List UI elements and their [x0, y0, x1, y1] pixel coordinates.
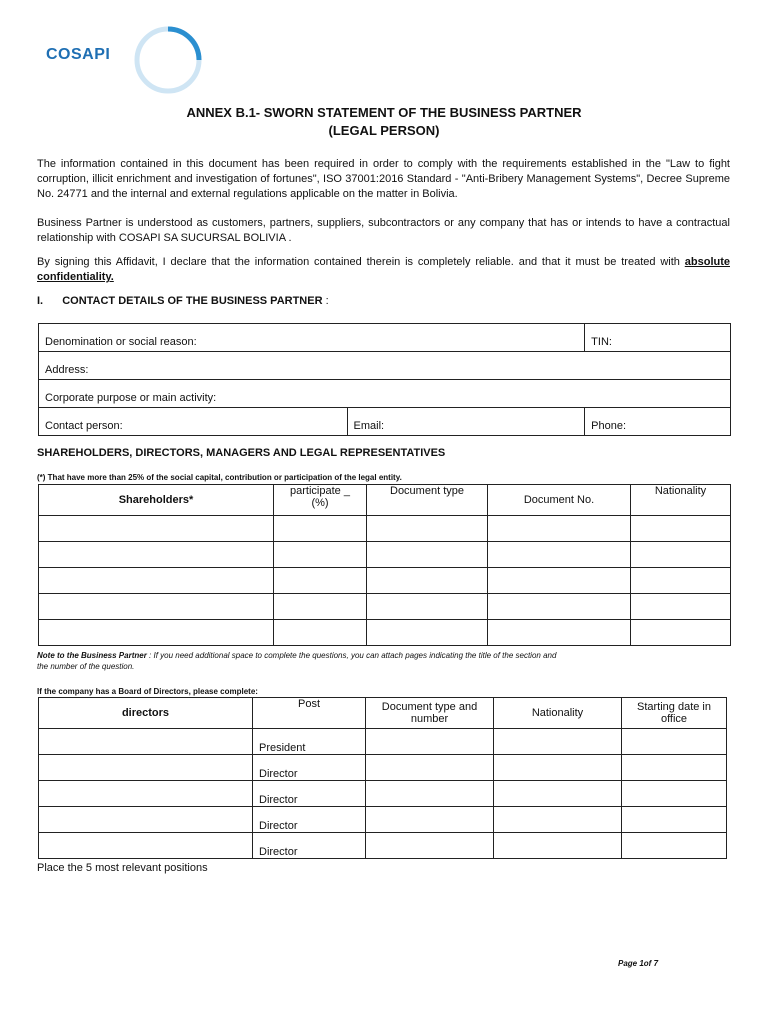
table-cell[interactable] [494, 781, 622, 807]
post-cell: Director [253, 807, 366, 833]
phone-label: Phone: [591, 420, 627, 432]
table-cell[interactable] [622, 781, 727, 807]
post-header: Post [253, 698, 366, 729]
table-cell[interactable] [39, 594, 274, 620]
email-label: Email: [353, 420, 385, 432]
table-row [39, 807, 727, 833]
table-row [39, 729, 727, 755]
table-cell[interactable] [39, 516, 274, 542]
denomination-label: Denomination or social reason: [45, 336, 197, 348]
table-cell[interactable] [366, 781, 494, 807]
table-cell[interactable] [274, 568, 367, 594]
table-cell[interactable] [367, 516, 488, 542]
post-cell: Director [253, 781, 366, 807]
table-cell[interactable] [39, 833, 253, 859]
page-number: Page 1of 7 [618, 959, 659, 968]
shareholders-table [38, 484, 731, 646]
table-cell[interactable] [622, 833, 727, 859]
table-cell[interactable] [39, 781, 253, 807]
contact-details-table [38, 323, 731, 436]
address-field[interactable] [39, 352, 731, 380]
table-cell[interactable] [631, 542, 731, 568]
corporate-purpose-field[interactable] [39, 380, 731, 408]
corporate-purpose-label: Corporate purpose or main activity: [45, 392, 217, 404]
table-cell[interactable] [488, 594, 631, 620]
intro-paragraph: The information contained in this document has been required in order to comply with the requirements established in the "Law to fight corruption, illicit enrichment and investigation of fortunes", ISO 37001:2016 Standard - "Anti-Bribery Management Systems", Decree Supreme No. 24771 and the internal and external regulations applicable on the matter in Bolivia. [37, 158, 730, 200]
table-cell[interactable] [631, 594, 731, 620]
directors-header: directors [39, 698, 253, 729]
post-cell: Director [253, 755, 366, 781]
document-type-header: Document type [367, 485, 488, 516]
table-cell[interactable] [367, 620, 488, 646]
table-row [39, 833, 727, 859]
table-row [39, 516, 731, 542]
section-contact-heading [37, 295, 329, 307]
table-cell[interactable] [274, 516, 367, 542]
table-row [39, 620, 731, 646]
table-cell[interactable] [366, 833, 494, 859]
table-cell[interactable] [39, 542, 274, 568]
table-cell[interactable] [366, 729, 494, 755]
email-field[interactable] [347, 408, 585, 436]
table-cell[interactable] [366, 807, 494, 833]
participation-header: participate _ (%) [274, 485, 367, 516]
table-cell[interactable] [274, 620, 367, 646]
note-text: : If you need additional space to complete the questions, you can attach pages indicating the title of the section and [146, 651, 557, 660]
table-cell[interactable] [488, 542, 631, 568]
table-cell[interactable] [622, 755, 727, 781]
nationality-header: Nationality [631, 485, 731, 516]
table-row [39, 755, 727, 781]
shareholders-heading: SHAREHOLDERS, DIRECTORS, MANAGERS AND LEGAL REPRESENTATIVES [37, 447, 446, 459]
table-cell[interactable] [367, 594, 488, 620]
shareholders-header: Shareholders* [39, 485, 274, 516]
section-colon: : [322, 295, 329, 307]
table-cell[interactable] [39, 807, 253, 833]
confidentiality-paragraph [37, 255, 730, 285]
contact-person-label: Contact person: [45, 420, 123, 432]
tin-field[interactable] [585, 324, 731, 352]
table-cell[interactable] [494, 755, 622, 781]
denomination-field[interactable] [39, 324, 585, 352]
document-subtitle: (LEGAL PERSON) [328, 123, 440, 138]
table-row [39, 594, 731, 620]
address-label: Address: [45, 364, 89, 376]
contact-person-field[interactable] [39, 408, 348, 436]
table-cell[interactable] [494, 729, 622, 755]
company-logo: COSAPI [46, 46, 111, 63]
table-row [39, 542, 731, 568]
table-cell[interactable] [488, 620, 631, 646]
table-cell[interactable] [622, 729, 727, 755]
table-cell[interactable] [367, 568, 488, 594]
nationality-header: Nationality [494, 698, 622, 729]
confidentiality-emphasis: absolute confidentiality. [37, 256, 730, 283]
table-row [39, 568, 731, 594]
table-cell[interactable] [494, 807, 622, 833]
table-cell[interactable] [274, 594, 367, 620]
post-cell: President [253, 729, 366, 755]
phone-field[interactable] [585, 408, 731, 436]
section-number: I. [37, 295, 44, 307]
table-cell[interactable] [488, 568, 631, 594]
logo-ring-icon [132, 24, 204, 96]
table-cell[interactable] [622, 807, 727, 833]
tin-label: TIN: [591, 336, 612, 348]
section-title: CONTACT DETAILS OF THE BUSINESS PARTNER [62, 295, 323, 307]
document-number-header: Document No. [488, 485, 631, 516]
note-text-2: the number of the question. [37, 662, 135, 671]
business-partner-definition: Business Partner is understood as customers, partners, suppliers, subcontractors or any company that has or intends to have a contractual relationship with COSAPI SA SUCURSAL BOLIVIA . [37, 217, 730, 244]
post-cell: Director [253, 833, 366, 859]
table-cell[interactable] [39, 568, 274, 594]
table-row [39, 781, 727, 807]
table-cell[interactable] [366, 755, 494, 781]
table-cell[interactable] [494, 833, 622, 859]
table-cell[interactable] [631, 620, 731, 646]
table-cell[interactable] [488, 516, 631, 542]
document-type-number-header: Document type and number [366, 698, 494, 729]
document-title: ANNEX B.1- SWORN STATEMENT OF THE BUSINESS PARTNER [186, 105, 582, 120]
starting-date-header: Starting date in office [622, 698, 727, 729]
note-label: Note to the Business Partner [37, 651, 147, 660]
table-cell[interactable] [39, 729, 253, 755]
board-intro: If the company has a Board of Directors, please complete: [37, 687, 258, 696]
confidentiality-text: By signing this Affidavit, I declare that the information contained therein is completely reliable. and that it must be treated with [37, 256, 680, 268]
directors-table [38, 697, 727, 859]
table-cell[interactable] [39, 755, 253, 781]
positions-note: Place the 5 most relevant positions [37, 862, 208, 874]
table-cell[interactable] [39, 620, 274, 646]
business-partner-note [37, 650, 556, 672]
table-cell[interactable] [631, 516, 731, 542]
table-cell[interactable] [367, 542, 488, 568]
table-cell[interactable] [631, 568, 731, 594]
shareholders-footnote: (*) That have more than 25% of the social capital, contribution or participation of the legal entity. [37, 473, 402, 482]
table-cell[interactable] [274, 542, 367, 568]
